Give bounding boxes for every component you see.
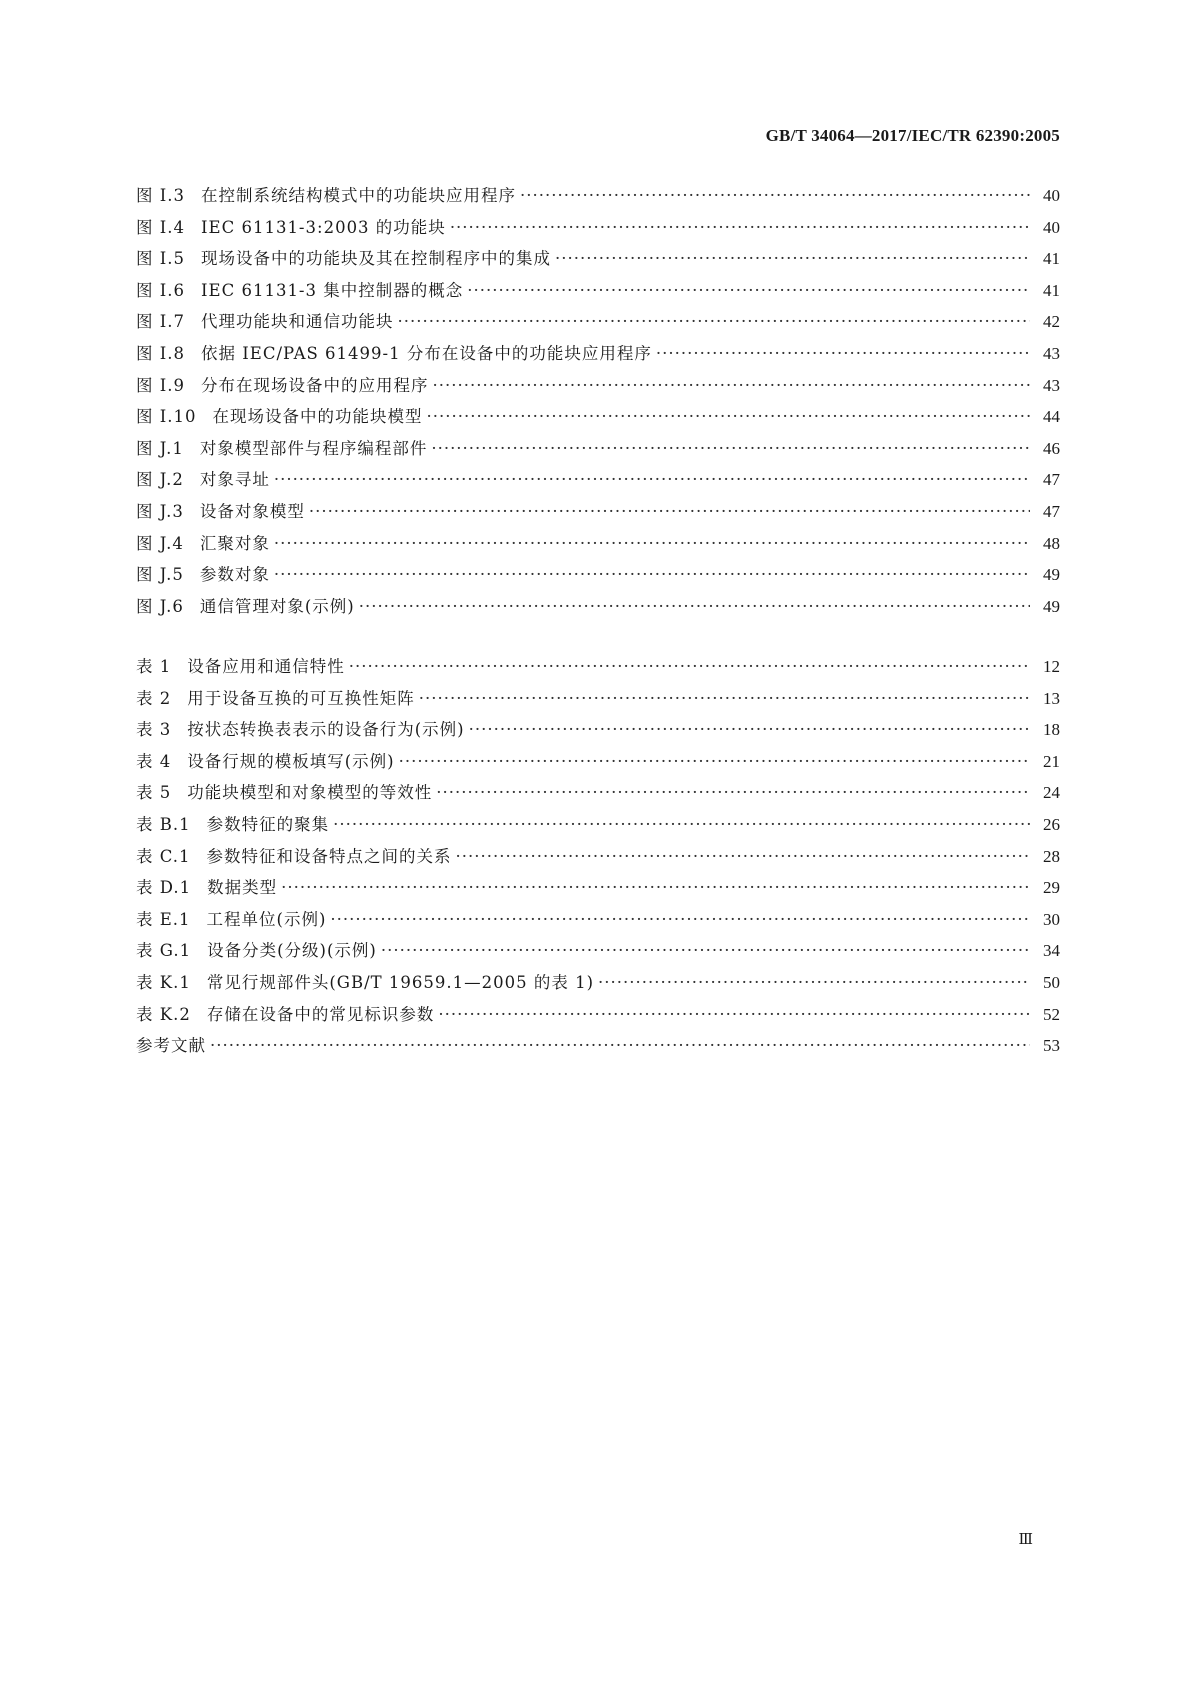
header-standard-number: GB/T 34064—2017/IEC/TR 62390:2005 [765, 126, 1060, 145]
leader-dots [520, 180, 1030, 212]
page-number: 52 [1043, 1004, 1060, 1024]
page-number: 34 [1043, 941, 1060, 961]
toc-entry-table[interactable] [136, 935, 1060, 967]
table-title: 设备应用和通信特性 [187, 657, 345, 676]
leader-dots [438, 999, 1030, 1031]
leader-dots [349, 651, 1030, 683]
figure-title: 在现场设备中的功能块模型 [212, 407, 423, 427]
toc-entry-figure[interactable] [136, 338, 1060, 370]
page-number: 49 [1043, 596, 1060, 616]
page-number: 13 [1043, 688, 1060, 708]
leader-dots [333, 809, 1030, 841]
figure-label: 图 J.6 [136, 596, 184, 616]
figure-title: 依据 IEC/PAS 61499-1 分布在设备中的功能块应用程序 [201, 343, 652, 363]
toc-entry-table[interactable] [136, 841, 1060, 873]
toc-entry-table[interactable] [136, 777, 1060, 809]
figure-title: 设备对象模型 [199, 501, 305, 521]
table-title: 参数特征的聚集 [206, 814, 330, 834]
toc-entry-figure[interactable] [136, 401, 1060, 433]
table-label: 表 3 [136, 720, 172, 740]
page-number: 12 [1043, 657, 1060, 676]
page-number: 24 [1043, 783, 1060, 803]
figure-label: 图 J.2 [136, 470, 184, 490]
toc-entry-table[interactable] [136, 651, 1060, 683]
figure-title: 参数对象 [199, 565, 270, 585]
table-title: 设备分类(分级)(示例) [207, 941, 377, 961]
leader-dots [398, 306, 1030, 338]
leader-dots [469, 714, 1030, 746]
leader-dots [598, 967, 1030, 999]
figure-label: 图 I.3 [136, 186, 186, 205]
toc-entry-table[interactable] [136, 746, 1060, 778]
figure-label: 图 I.4 [136, 217, 186, 237]
toc-entry-table[interactable] [136, 872, 1060, 904]
leader-dots [450, 212, 1030, 244]
page-number: 47 [1043, 470, 1060, 490]
leader-dots [359, 591, 1030, 623]
page-number: 29 [1043, 878, 1060, 898]
figure-title: 通信管理对象(示例) [199, 596, 355, 616]
page-number: 18 [1043, 720, 1060, 740]
leader-dots [330, 904, 1030, 936]
figure-label: 图 I.8 [136, 343, 186, 363]
leader-dots [399, 746, 1030, 778]
table-title: 设备行规的模板填写(示例) [187, 751, 395, 771]
leader-dots [431, 433, 1030, 465]
toc-entry-figure[interactable] [136, 306, 1060, 338]
toc-entry-table[interactable] [136, 714, 1060, 746]
page-number: 50 [1043, 972, 1060, 992]
table-title: 用于设备互换的可互换性矩阵 [187, 688, 415, 708]
leader-dots [419, 683, 1030, 715]
page-number: 48 [1043, 533, 1060, 553]
leader-dots [427, 401, 1030, 433]
page-number: 30 [1043, 909, 1060, 929]
table-label: 表 2 [136, 688, 172, 708]
toc-entry-figure[interactable] [136, 370, 1060, 402]
figure-label: 图 J.4 [136, 533, 184, 553]
table-label: 表 B.1 [136, 814, 191, 834]
leader-dots [656, 338, 1030, 370]
page-number: 40 [1043, 217, 1060, 237]
figure-label: 图 I.5 [136, 249, 186, 269]
table-list [136, 651, 1060, 1062]
leader-dots [456, 841, 1030, 873]
leader-dots [274, 464, 1030, 496]
figure-title: 对象模型部件与程序编程部件 [199, 438, 428, 458]
figure-title: 在控制系统结构模式中的功能块应用程序 [201, 186, 517, 205]
toc-entry-table[interactable] [136, 967, 1060, 999]
figure-label: 图 I.10 [136, 407, 197, 427]
leader-dots [210, 1030, 1030, 1062]
toc-entry-figure[interactable] [136, 559, 1060, 591]
figure-label: 图 J.3 [136, 501, 184, 521]
page-number: 53 [1043, 1036, 1060, 1056]
toc-entry-figure[interactable] [136, 528, 1060, 560]
page-number: 42 [1043, 312, 1060, 332]
figure-label: 图 I.9 [136, 375, 186, 395]
page-number: 26 [1043, 814, 1060, 834]
toc-entry-figure[interactable] [136, 180, 1060, 212]
toc-entry-figure[interactable] [136, 496, 1060, 528]
leader-dots [433, 370, 1030, 402]
page-number: 41 [1043, 280, 1060, 300]
leader-dots [436, 777, 1030, 809]
page-number: 47 [1043, 501, 1060, 521]
table-title: 参数特征和设备特点之间的关系 [206, 846, 452, 866]
toc-entry-figure[interactable] [136, 243, 1060, 275]
toc-entry-table[interactable] [136, 999, 1060, 1031]
leader-dots [274, 528, 1030, 560]
leader-dots [555, 243, 1030, 275]
footer-page-number: Ⅲ [1018, 1532, 1033, 1548]
leader-dots [309, 496, 1030, 528]
table-title: 常见行规部件头(GB/T 19659.1—2005 的表 1) [206, 972, 595, 992]
table-label: 表 K.1 [136, 972, 191, 992]
table-label: 表 D.1 [136, 878, 192, 898]
page-number: 21 [1043, 751, 1060, 771]
table-title: 存储在设备中的常见标识参数 [206, 1004, 435, 1024]
toc-entry-figure[interactable] [136, 212, 1060, 244]
page-number: 49 [1043, 565, 1060, 585]
table-label: 表 5 [136, 783, 172, 803]
figure-title: 汇聚对象 [199, 533, 270, 553]
leader-dots [274, 559, 1030, 591]
toc-entry-figure[interactable] [136, 433, 1060, 465]
figure-label: 图 J.1 [136, 438, 184, 458]
figure-title: 分布在现场设备中的应用程序 [201, 375, 429, 395]
figure-title: 现场设备中的功能块及其在控制程序中的集成 [201, 249, 552, 269]
toc-entry-figure[interactable] [136, 591, 1060, 623]
page-number: 43 [1043, 375, 1060, 395]
toc-entry-bibliography[interactable] [136, 1030, 1060, 1062]
leader-dots [381, 935, 1030, 967]
toc-entry-table[interactable] [136, 904, 1060, 936]
table-label: 表 1 [136, 657, 172, 676]
table-label: 表 G.1 [136, 941, 192, 961]
table-label: 表 E.1 [136, 909, 191, 929]
page-number: 46 [1043, 438, 1060, 458]
bibliography-title: 参考文献 [136, 1036, 206, 1056]
figure-label: 图 J.5 [136, 565, 184, 585]
toc-entry-figure[interactable] [136, 275, 1060, 307]
leader-dots [281, 872, 1030, 904]
figure-label: 图 I.6 [136, 280, 186, 300]
figure-label: 图 I.7 [136, 312, 186, 332]
table-title: 工程单位(示例) [206, 909, 327, 929]
toc-entry-figure[interactable] [136, 464, 1060, 496]
page-number: 41 [1043, 249, 1060, 269]
figure-title: IEC 61131-3 集中控制器的概念 [201, 280, 464, 300]
table-label: 表 C.1 [136, 846, 191, 866]
toc-entry-table[interactable] [136, 683, 1060, 715]
table-title: 按状态转换表表示的设备行为(示例) [187, 720, 465, 740]
page-number: 40 [1043, 186, 1060, 205]
page-number: 43 [1043, 343, 1060, 363]
figure-title: IEC 61131-3:2003 的功能块 [201, 217, 446, 237]
table-label: 表 K.2 [136, 1004, 191, 1024]
figure-title: 代理功能块和通信功能块 [201, 312, 394, 332]
leader-dots [467, 275, 1030, 307]
toc-entry-table[interactable] [136, 809, 1060, 841]
figure-list [136, 180, 1060, 622]
page-number: 44 [1043, 407, 1060, 427]
figure-title: 对象寻址 [199, 470, 270, 490]
table-title: 功能块模型和对象模型的等效性 [187, 783, 433, 803]
page-number: 28 [1043, 846, 1060, 866]
table-title: 数据类型 [207, 878, 278, 898]
table-label: 表 4 [136, 751, 172, 771]
